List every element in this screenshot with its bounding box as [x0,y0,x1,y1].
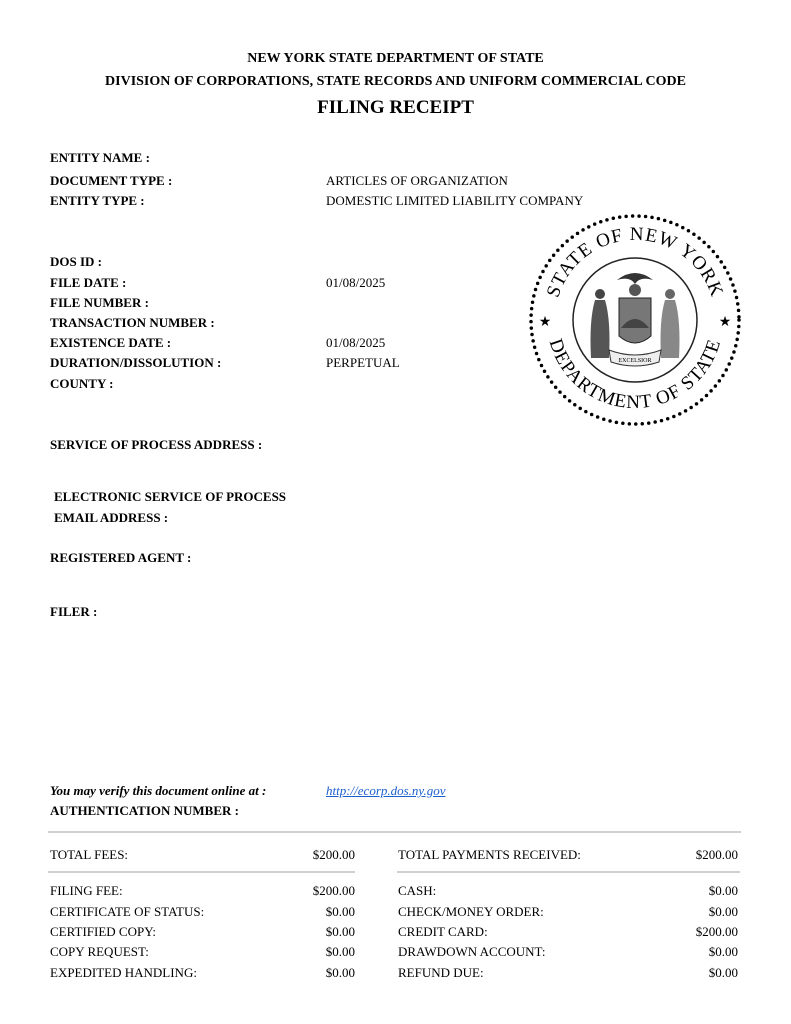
fee-value: $0.00 [325,924,355,939]
fee-label: CERTIFICATE OF STATUS: [50,904,205,919]
svg-text:EXCELSIOR: EXCELSIOR [618,358,652,364]
payment-label: CREDIT CARD: [398,924,488,939]
ny-department-of-state-seal [525,210,745,430]
file-number-label: FILE NUMBER : [50,295,149,310]
payments-divider [397,871,740,873]
header-division: DIVISION OF CORPORATIONS, STATE RECORDS AND UNIFORM COMMERCIAL CODE [105,74,686,89]
fee-value: $200.00 [312,883,355,898]
document-type-value: ARTICLES OF ORGANIZATION [326,173,508,188]
payment-value: $0.00 [708,904,738,919]
payment-label: REFUND DUE: [398,965,484,980]
page-title: FILING RECEIPT [317,97,474,118]
payment-value: $200.00 [695,924,738,939]
payment-label: DRAWDOWN ACCOUNT: [398,944,546,959]
svg-text:STATE OF NEW YORK: STATE OF NEW YORK [542,223,728,301]
payment-value: $0.00 [708,883,738,898]
transaction-number-label: TRANSACTION NUMBER : [50,315,215,330]
fee-value: $0.00 [325,904,355,919]
service-of-process-label: SERVICE OF PROCESS ADDRESS : [50,437,263,452]
duration-label: DURATION/DISSOLUTION : [50,355,222,370]
payment-label: CHECK/MONEY ORDER: [398,904,544,919]
total-payments-label: TOTAL PAYMENTS RECEIVED: [398,847,581,862]
divider [48,831,741,833]
payment-value: $0.00 [708,944,738,959]
file-date-label: FILE DATE : [50,275,127,290]
verify-link[interactable]: http://ecorp.dos.ny.gov [326,783,446,798]
existence-date-value: 01/08/2025 [326,335,386,350]
fee-value: $0.00 [325,965,355,980]
payment-label: CASH: [398,883,437,898]
header-department: NEW YORK STATE DEPARTMENT OF STATE [247,51,544,66]
entity-name-label: ENTITY NAME : [50,150,150,165]
fee-label: FILING FEE: [50,883,123,898]
payment-value: $0.00 [708,965,738,980]
fees-divider [48,871,355,873]
total-payments-value: $200.00 [695,847,738,862]
duration-value: PERPETUAL [326,355,400,370]
registered-agent-label: REGISTERED AGENT : [50,550,192,565]
fee-value: $0.00 [325,944,355,959]
file-date-value: 01/08/2025 [326,275,386,290]
dos-id-label: DOS ID : [50,254,103,269]
entity-type-value: DOMESTIC LIMITED LIABILITY COMPANY [326,193,584,208]
existence-date-label: EXISTENCE DATE : [50,335,172,350]
fee-label: COPY REQUEST: [50,944,149,959]
filer-label: FILER : [50,604,98,619]
entity-type-label: ENTITY TYPE : [50,193,145,208]
esop-label-line2: EMAIL ADDRESS : [54,510,169,525]
esop-label-line1: ELECTRONIC SERVICE OF PROCESS [54,489,287,504]
document-type-label: DOCUMENT TYPE : [50,173,173,188]
county-label: COUNTY : [50,376,114,391]
total-fees-label: TOTAL FEES: [50,847,129,862]
fee-label: EXPEDITED HANDLING: [50,965,197,980]
total-fees-value: $200.00 [312,847,355,862]
verify-text: You may verify this document online at : [50,783,267,798]
authentication-number-label: AUTHENTICATION NUMBER : [50,803,239,818]
fee-label: CERTIFIED COPY: [50,924,157,939]
svg-text:DEPARTMENT OF STATE: DEPARTMENT OF STATE [544,336,726,414]
svg-text:★: ★ [538,315,552,330]
svg-text:★: ★ [718,315,732,330]
